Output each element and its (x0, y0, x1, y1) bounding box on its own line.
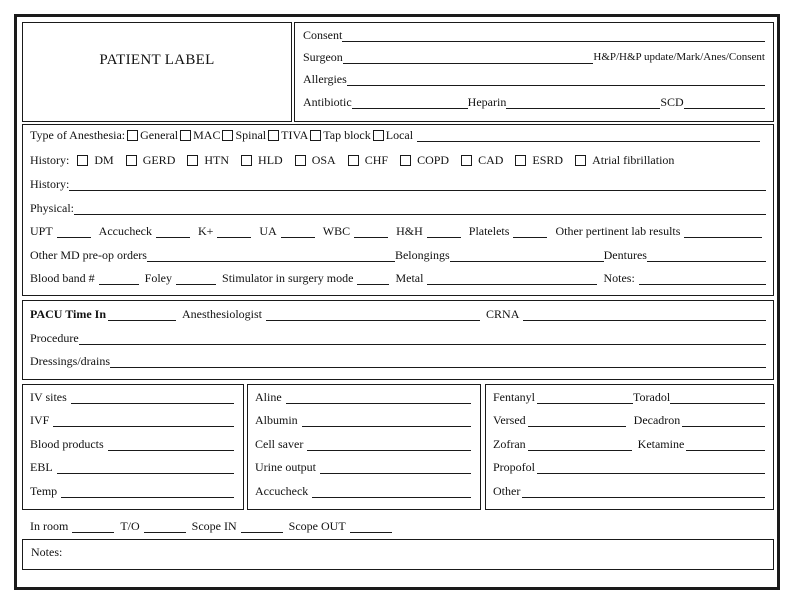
scope-out-label: Scope OUT (288, 519, 346, 533)
heparin-label: Heparin (467, 95, 507, 109)
anesthesiologist-label: Anesthesiologist (182, 307, 263, 321)
hh-field[interactable] (427, 226, 461, 238)
accucheck-label: Accucheck (98, 224, 152, 238)
blood-products-field[interactable] (108, 439, 234, 451)
propofol-row (493, 460, 765, 474)
checkbox-htn[interactable] (187, 155, 198, 166)
option-esrd: ESRD (532, 153, 564, 167)
option-tiva: TIVA (281, 128, 309, 142)
platelets-label: Platelets (468, 224, 510, 238)
zofran-label: Zofran (493, 437, 526, 451)
ebl-field[interactable] (57, 462, 234, 474)
notes-box[interactable] (22, 539, 774, 570)
surgeon-field[interactable] (343, 52, 594, 64)
foley-field[interactable] (176, 273, 216, 285)
preop-orders-row (30, 248, 766, 262)
ua-field[interactable] (281, 226, 315, 238)
toradol-label: Toradol (633, 390, 671, 404)
platelets-field[interactable] (513, 226, 547, 238)
to-label: T/O (120, 519, 140, 533)
cell-saver-field[interactable] (307, 439, 471, 451)
stimulator-label: Stimulator in surgery mode (222, 271, 354, 285)
surgeon-row (303, 50, 765, 64)
option-chf: CHF (364, 153, 389, 167)
aline-label: Aline (255, 390, 282, 404)
patient-label-box (22, 22, 292, 122)
blood-products-label: Blood products (30, 437, 104, 451)
anesthesiologist-field[interactable] (266, 309, 480, 321)
checkbox-spinal[interactable] (222, 130, 233, 141)
scd-label: SCD (660, 95, 684, 109)
checkbox-tiva[interactable] (268, 130, 279, 141)
option-cad: CAD (478, 153, 504, 167)
upt-field[interactable] (57, 226, 91, 238)
pacu-time-field[interactable] (108, 309, 176, 321)
history-checkbox-row (30, 153, 760, 167)
checkbox-atrial-fibrillation[interactable] (575, 155, 586, 166)
surgeon-label: Surgeon (303, 50, 343, 64)
ketamine-label: Ketamine (637, 437, 685, 451)
allergies-row (303, 72, 765, 86)
fentanyl-label: Fentanyl (493, 390, 535, 404)
checkbox-general[interactable] (127, 130, 138, 141)
option-mac: MAC (193, 128, 221, 142)
fentanyl-field[interactable] (537, 392, 633, 404)
checkbox-cad[interactable] (461, 155, 472, 166)
notes-label: Notes: (31, 545, 63, 559)
zofran-field[interactable] (528, 439, 632, 451)
accucheck-field[interactable] (156, 226, 190, 238)
wbc-field[interactable] (354, 226, 388, 238)
versed-decadron-row (493, 413, 765, 427)
wbc-label: WBC (322, 224, 351, 238)
misc-notes-label: Notes: (603, 271, 635, 285)
checkbox-tap-block[interactable] (310, 130, 321, 141)
history-field[interactable] (69, 179, 766, 191)
metal-label: Metal (395, 271, 424, 285)
checkbox-gerd[interactable] (126, 155, 137, 166)
checkbox-dm[interactable] (77, 155, 88, 166)
accucheck-post-label: Accucheck (255, 484, 309, 498)
checkbox-copd[interactable] (400, 155, 411, 166)
versed-field[interactable] (528, 415, 626, 427)
misc-notes-field[interactable] (639, 273, 766, 285)
decadron-label: Decadron (633, 413, 681, 427)
consent-field[interactable] (342, 30, 765, 42)
checkbox-local[interactable] (373, 130, 384, 141)
option-local: Local (385, 128, 414, 142)
labs-row (30, 224, 762, 238)
heparin-field[interactable] (506, 97, 660, 109)
pacu-time-row (30, 307, 766, 321)
option-spinal: Spinal (235, 128, 267, 142)
ketamine-field[interactable] (686, 439, 765, 451)
patient-label-title: PATIENT LABEL (99, 52, 215, 68)
decadron-field[interactable] (682, 415, 765, 427)
allergies-label: Allergies (303, 72, 347, 86)
anesthesia-label: Type of Anesthesia: (30, 128, 126, 142)
history-label: History: (30, 177, 70, 191)
to-field[interactable] (144, 521, 186, 533)
iv-sites-label: IV sites (30, 390, 67, 404)
urine-output-label: Urine output (255, 460, 316, 474)
ebl-label: EBL (30, 460, 53, 474)
in-room-label: In room (30, 519, 69, 533)
ebl-row (30, 460, 234, 474)
allergies-field[interactable] (347, 74, 765, 86)
belongings-field[interactable] (450, 250, 604, 262)
hh-label: H&H (396, 224, 423, 238)
antibiotic-label: Antibiotic (303, 95, 352, 109)
urine-output-field[interactable] (320, 462, 471, 474)
albumin-field[interactable] (302, 415, 471, 427)
checkbox-mac[interactable] (180, 130, 191, 141)
other-med-label: Other (493, 484, 521, 498)
urine-output-row (255, 460, 471, 474)
cell-saver-label: Cell saver (255, 437, 304, 451)
antibiotic-row (303, 95, 765, 109)
procedure-label: Procedure (30, 331, 79, 345)
scope-out-field[interactable] (350, 521, 392, 533)
antibiotic-field[interactable] (352, 97, 468, 109)
aline-field[interactable] (286, 392, 471, 404)
dentures-field[interactable] (647, 250, 766, 262)
iv-sites-field[interactable] (71, 392, 234, 404)
propofol-field[interactable] (537, 462, 765, 474)
cell-saver-row (255, 437, 471, 451)
k-label: K+ (197, 224, 214, 238)
scope-in-label: Scope IN (191, 519, 237, 533)
procedure-row (30, 331, 766, 345)
hp-label: H&P/H&P update/Mark/Anes/Consent (593, 51, 765, 63)
physical-field[interactable] (74, 203, 766, 215)
in-room-field[interactable] (72, 521, 114, 533)
option-osa: OSA (311, 153, 336, 167)
foley-label: Foley (144, 271, 173, 285)
option-atrial-fibrillation: Atrial fibrillation (592, 153, 675, 167)
scope-in-field[interactable] (241, 521, 283, 533)
checkbox-osa[interactable] (295, 155, 306, 166)
checkbox-esrd[interactable] (515, 155, 526, 166)
zofran-ketamine-row (493, 437, 765, 451)
iv-sites-row (30, 390, 234, 404)
accucheck-post-field[interactable] (312, 486, 471, 498)
physical-row (30, 201, 766, 215)
checkbox-chf[interactable] (348, 155, 359, 166)
anesthesia-other-field[interactable] (417, 130, 760, 142)
ivf-row (30, 413, 234, 427)
temp-row (30, 484, 234, 498)
propofol-label: Propofol (493, 460, 535, 474)
blood-band-field[interactable] (99, 273, 139, 285)
checkbox-hld[interactable] (241, 155, 252, 166)
fentanyl-toradol-row (493, 390, 765, 404)
ua-label: UA (259, 224, 277, 238)
blood-products-row (30, 437, 234, 451)
crna-label: CRNA (486, 307, 520, 321)
dressings-field[interactable] (110, 356, 766, 368)
temp-field[interactable] (61, 486, 234, 498)
accucheck-post-row (255, 484, 471, 498)
physical-label: Physical: (30, 201, 74, 215)
procedure-field[interactable] (79, 333, 766, 345)
option-gerd: GERD (142, 153, 176, 167)
ivf-field[interactable] (53, 415, 234, 427)
belongings-label: Belongings (394, 248, 450, 262)
times-row (30, 519, 430, 533)
pacu-time-label: PACU Time In (30, 307, 107, 321)
ivf-label: IVF (30, 413, 50, 427)
albumin-row (255, 413, 471, 427)
option-hld: HLD (258, 153, 283, 167)
stimulator-field[interactable] (357, 273, 389, 285)
dentures-label: Dentures (603, 248, 647, 262)
other-labs-field[interactable] (684, 226, 762, 238)
anesthesia-row (30, 128, 760, 142)
crna-field[interactable] (523, 309, 766, 321)
misc-row (30, 271, 766, 285)
other-md-label: Other MD pre-op orders (30, 248, 147, 262)
option-dm: DM (94, 153, 114, 167)
metal-field[interactable] (427, 273, 597, 285)
consent-label: Consent (303, 28, 343, 42)
option-tap-block: Tap block (323, 128, 371, 142)
k-field[interactable] (217, 226, 251, 238)
other-med-row (493, 484, 765, 498)
history-row (30, 177, 766, 191)
consent-row (303, 28, 765, 42)
aline-row (255, 390, 471, 404)
other-med-field[interactable] (522, 486, 765, 498)
versed-label: Versed (493, 413, 526, 427)
history-check-label: History: (30, 153, 70, 167)
dressings-label: Dressings/drains (30, 354, 110, 368)
option-htn: HTN (204, 153, 230, 167)
blood-band-label: Blood band # (30, 271, 95, 285)
other-labs-label: Other pertinent lab results (555, 224, 681, 238)
option-copd: COPD (417, 153, 450, 167)
other-md-field[interactable] (147, 250, 395, 262)
albumin-label: Albumin (255, 413, 298, 427)
temp-label: Temp (30, 484, 58, 498)
option-general: General (140, 128, 179, 142)
toradol-field[interactable] (670, 392, 765, 404)
scd-field[interactable] (684, 97, 765, 109)
upt-label: UPT (30, 224, 53, 238)
dressings-row (30, 354, 766, 368)
